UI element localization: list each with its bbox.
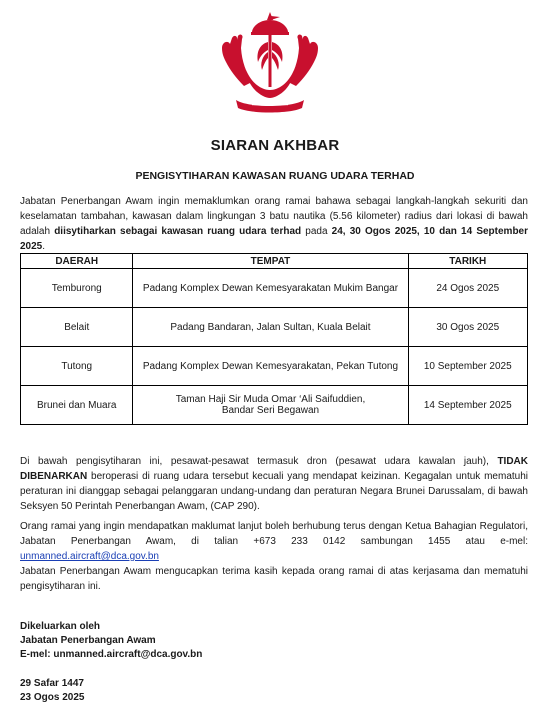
column-header: TEMPAT — [133, 254, 408, 269]
location-line: Taman Haji Sir Muda Omar ‘Ali Saifuddien, — [175, 394, 366, 405]
table-row — [21, 347, 528, 386]
date-cell: 10 September 2025 — [408, 347, 527, 386]
date-cell: 30 Ogos 2025 — [408, 308, 527, 347]
issuer-name: Jabatan Penerbangan Awam — [20, 635, 156, 646]
date-cell: 14 September 2025 — [408, 386, 527, 425]
location-line: Bandar Seri Begawan — [221, 405, 320, 416]
gregorian-date: 23 Ogos 2025 — [20, 692, 85, 703]
prohibition-paragraph: Di bawah pengisytiharan ini, pesawat-pesawat termasuk dron (pesawat udara kawalan jauh), TIDAK DIBENARKAN beroperasi di ruang udara tersebut kecuali yang mendapat keizinan. Kegagalan untuk mematuhi peraturan ini dianggap sebagai pelanggaran undang-undang dan peraturan Negara Brunei Darussalam, di bawah Seksyen 50 Perintah Penerbangan Awam, (CAP 290). — [20, 456, 528, 512]
location-cell: Padang Bandaran, Jalan Sultan, Kuala Belait — [133, 308, 408, 347]
date-cell: 24 Ogos 2025 — [408, 269, 527, 308]
location-cell: Padang Komplex Dewan Kemesyarakatan, Pekan Tutong — [133, 347, 408, 386]
column-header: TARIKH — [408, 254, 527, 269]
hijri-date: 29 Safar 1447 — [20, 678, 84, 689]
district-cell: Temburong — [21, 269, 133, 308]
district-cell: Belait — [21, 308, 133, 347]
issued-by-label: Dikeluarkan oleh — [20, 621, 101, 632]
issuer-email: E-mel: unmanned.aircraft@dca.gov.bn — [20, 649, 203, 660]
thanks-paragraph: Jabatan Penerbangan Awam mengucapkan terima kasih kepada orang ramai di atas kerjasama dan mematuhi pengisytiharan ini. — [20, 566, 528, 592]
location-cell — [133, 386, 408, 425]
district-cell: Tutong — [21, 347, 133, 386]
table-row — [21, 308, 528, 347]
announcement-subtitle: PENGISYTIHARAN KAWASAN RUANG UDARA TERHAD — [135, 170, 415, 182]
district-cell: Brunei dan Muara — [21, 386, 133, 425]
issued-by-block — [20, 620, 202, 662]
column-header: DAERAH — [21, 254, 133, 269]
contact-paragraph: Orang ramai yang ingin mendapatkan maklumat lanjut boleh berhubung terus dengan Ketua Bahagian Regulatori, Jabatan Penerbangan Awam, di talian +673 233 0142 sambungan 1455 atau e-mel: unmanned.aircraft@dca.gov.bn — [20, 521, 528, 562]
email-link[interactable]: unmanned.aircraft@dca.gov.bn — [20, 551, 159, 562]
location-cell: Padang Komplex Dewan Kemesyarakatan Mukim Bangar — [133, 269, 408, 308]
press-release-title: SIARAN AKHBAR — [210, 137, 340, 154]
release-dates — [20, 677, 84, 705]
table-row — [21, 269, 528, 308]
restricted-areas-table — [20, 253, 528, 425]
crest-emblem-icon — [218, 8, 322, 116]
intro-paragraph: Jabatan Penerbangan Awam ingin memaklumkan orang ramai bahawa sebagai langkah-langkah sekuriti dan keselamatan tambahan, kawasan dalam lingkungan 3 batu nautika (5.56 kilometer) radius dari lokasi di bawah adalah diisytiharkan sebagai kawasan ruang udara terhad pada 24, 30 Ogos 2025, 10 dan 14 September 2025. — [20, 196, 529, 252]
table-row — [21, 386, 528, 425]
table-header-row — [21, 254, 528, 269]
